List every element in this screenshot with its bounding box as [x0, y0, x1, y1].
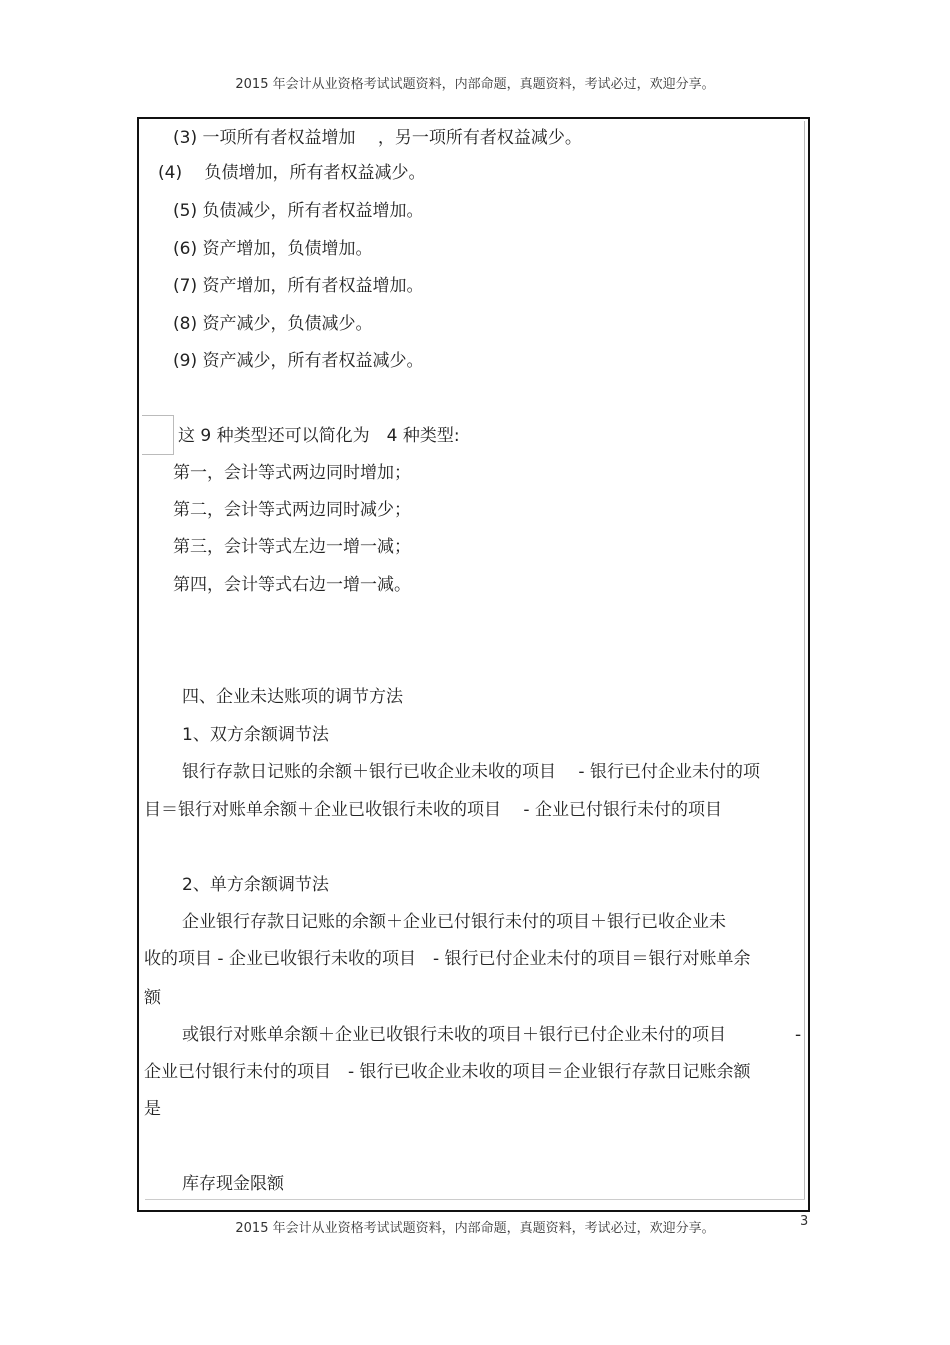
method-2-alt-line: 是 — [144, 1099, 161, 1119]
method-2-line: 企业银行存款日记账的余额＋企业已付银行未付的项目＋银行已收企业未 — [182, 912, 726, 932]
method-2-line: 收的项目 - 企业已收银行未收的项目 - 银行已付企业未付的项目＝银行对账单余 — [144, 949, 751, 969]
method-2-alt-line: 或银行对账单余额＋企业已收银行未收的项目＋银行已付企业未付的项目 — [182, 1025, 726, 1045]
type-item: (6) 资产增加，负债增加。 — [173, 239, 373, 259]
method-1-line: 银行存款日记账的余额＋银行已收企业未收的项目 - 银行已付企业未付的项 — [182, 762, 760, 782]
simplify-intro: 这 9 种类型还可以简化为 4 种类型: — [178, 426, 460, 446]
method-2-title: 2、单方余额调节法 — [182, 875, 329, 895]
type-item: (3) 一项所有者权益增加 ，另一项所有者权益减少。 — [173, 128, 582, 148]
type-item: (5) 负债减少，所有者权益增加。 — [173, 201, 424, 221]
method-2-alt-line: 企业已付银行未付的项目 - 银行已收企业未收的项目＝企业银行存款日记账余额 — [144, 1062, 751, 1082]
margin-bracket-mark — [142, 415, 174, 455]
page-footer: 2015 年会计从业资格考试试题资料，内部命题，真题资料，考试必过，欢迎分享。 — [235, 1221, 715, 1236]
method-2-alt-dash: - — [795, 1025, 802, 1045]
simplified-item: 第四，会计等式右边一增一减。 — [173, 575, 411, 595]
frame-inner-right-line — [804, 121, 805, 1199]
method-1-line: 目＝银行对账单余额＋企业已收银行未收的项目 - 企业已付银行未付的项目 — [144, 800, 722, 820]
page-number: 3 — [800, 1214, 809, 1229]
simplified-item: 第二，会计等式两边同时减少； — [173, 500, 411, 520]
simplified-item: 第一，会计等式两边同时增加； — [173, 463, 411, 483]
type-item: (8) 资产减少，负债减少。 — [173, 314, 373, 334]
page-header: 2015 年会计从业资格考试试题资料，内部命题，真题资料，考试必过，欢迎分享。 — [235, 77, 715, 92]
method-1-title: 1、双方余额调节法 — [182, 725, 329, 745]
method-2-line: 额 — [144, 988, 161, 1008]
section-4-title: 四、企业未达账项的调节方法 — [182, 687, 403, 707]
type-item: (7) 资产增加，所有者权益增加。 — [173, 276, 424, 296]
type-item: (4) 负债增加，所有者权益减少。 — [158, 163, 426, 183]
cash-limit-heading: 库存现金限额 — [182, 1174, 284, 1194]
type-item: (9) 资产减少，所有者权益减少。 — [173, 351, 424, 371]
simplified-item: 第三，会计等式左边一增一减； — [173, 537, 411, 557]
frame-inner-bottom-line — [145, 1199, 805, 1200]
